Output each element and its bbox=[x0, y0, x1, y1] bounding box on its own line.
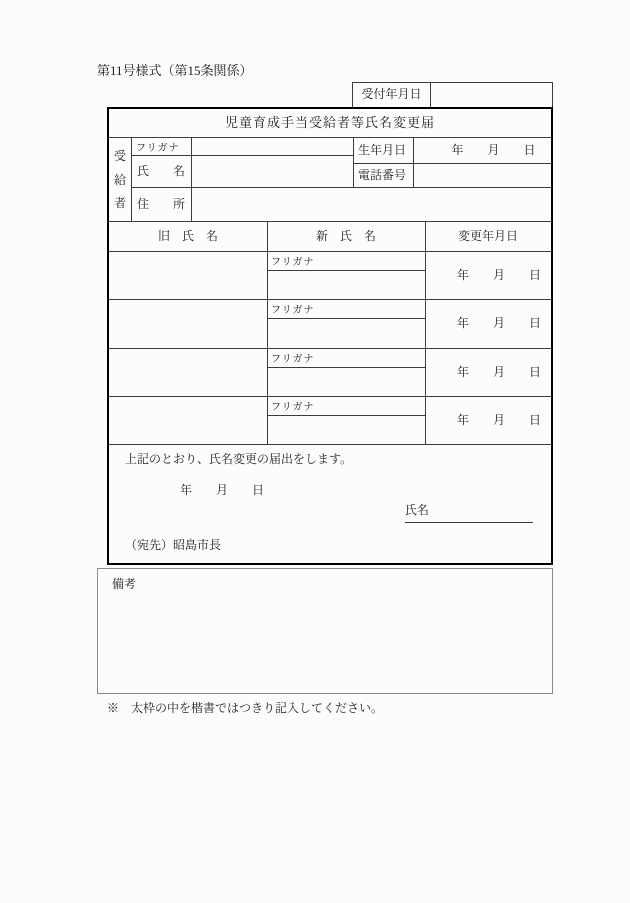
remarks-field[interactable] bbox=[98, 595, 552, 693]
recipient-phone-label: 電話番号 bbox=[358, 168, 407, 182]
old-name-field[interactable] bbox=[109, 251, 267, 299]
declaration-date-field[interactable]: 年 月 日 bbox=[180, 483, 265, 497]
new-name-furigana-label: フリガナ bbox=[271, 402, 315, 413]
old-name-field[interactable] bbox=[109, 348, 267, 396]
recipient-name-label: 氏 名 bbox=[136, 164, 185, 178]
new-name-furigana-label: フリガナ bbox=[271, 354, 315, 365]
reception-date-field[interactable] bbox=[431, 83, 552, 107]
old-name-header: 旧 氏 名 bbox=[157, 229, 218, 243]
new-name-field[interactable] bbox=[268, 319, 424, 347]
instruction-note: ※ 太枠の中を楷書ではつきり記入してください。 bbox=[107, 701, 384, 715]
recipient-birthdate-label: 生年月日 bbox=[358, 143, 407, 157]
main-form-frame bbox=[107, 107, 553, 565]
reception-date-box bbox=[352, 82, 553, 108]
new-name-field[interactable] bbox=[268, 271, 424, 298]
grid-line bbox=[353, 137, 354, 187]
change-date-field[interactable]: 年 月 日 bbox=[456, 268, 541, 282]
recipient-side-label bbox=[109, 137, 131, 221]
signer-name-field[interactable] bbox=[429, 501, 533, 522]
new-name-header: 新 氏 名 bbox=[315, 229, 376, 243]
grid-line bbox=[109, 444, 551, 445]
new-name-furigana-label: フリガナ bbox=[271, 257, 315, 268]
recipient-name-field[interactable] bbox=[192, 156, 352, 186]
change-date-field[interactable]: 年 月 日 bbox=[456, 365, 541, 379]
recipient-address-label: 住 所 bbox=[136, 197, 185, 211]
recipient-side-char: 給 bbox=[113, 172, 126, 187]
change-date-field[interactable]: 年 月 日 bbox=[456, 413, 541, 427]
form-title: 児童育成手当受給者等氏名変更届 bbox=[224, 115, 435, 130]
change-date-field[interactable]: 年 月 日 bbox=[456, 316, 541, 330]
reception-date-label: 受付年月日 bbox=[353, 83, 431, 107]
declaration-statement: 上記のとおり、氏名変更の届出をします。 bbox=[125, 452, 353, 466]
recipient-side-char: 者 bbox=[113, 195, 126, 210]
addressee: （宛先）昭島市長 bbox=[125, 538, 222, 552]
recipient-furigana-label: フリガナ bbox=[136, 143, 180, 154]
recipient-birthdate-field[interactable]: 年 月 日 bbox=[451, 143, 536, 157]
recipient-side-char: 受 bbox=[113, 149, 126, 164]
remarks-box bbox=[97, 568, 553, 694]
recipient-furigana-field[interactable] bbox=[192, 138, 352, 154]
signer-name-label: 氏名 bbox=[405, 503, 430, 517]
signer-name-line bbox=[405, 501, 533, 523]
new-name-field[interactable] bbox=[268, 416, 424, 443]
recipient-address-field[interactable] bbox=[192, 188, 551, 220]
form-number: 第11号様式（第15条関係） bbox=[97, 63, 253, 78]
change-date-header: 変更年月日 bbox=[457, 229, 518, 243]
recipient-phone-field[interactable] bbox=[414, 164, 551, 187]
old-name-field[interactable] bbox=[109, 396, 267, 444]
new-name-field[interactable] bbox=[268, 368, 424, 395]
new-name-furigana-label: フリガナ bbox=[271, 305, 315, 316]
old-name-field[interactable] bbox=[109, 299, 267, 348]
remarks-label: 備考 bbox=[112, 577, 137, 591]
